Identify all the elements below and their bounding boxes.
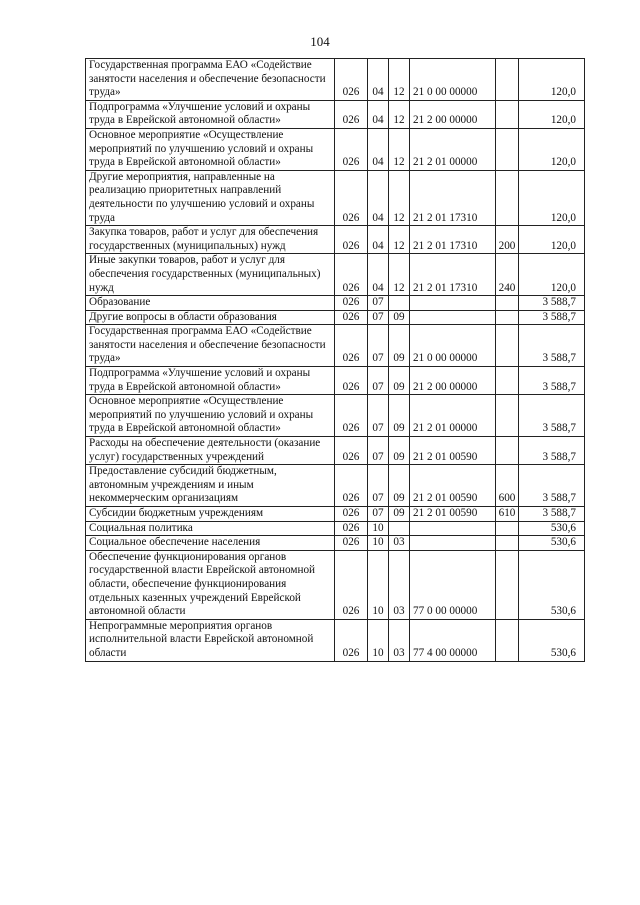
admin-code-cell: 026 (335, 521, 368, 536)
admin-code-cell: 026 (335, 100, 368, 128)
admin-code-cell: 026 (335, 59, 368, 101)
expense-type-cell (496, 310, 519, 325)
target-article-cell: 21 2 01 00000 (410, 395, 496, 437)
table-row (86, 310, 585, 325)
subsection-code-cell: 09 (389, 507, 410, 522)
row-name-cell: Обеспечение функционирования органов государственной власти Еврейской автономной области, обеспечение функционирования отдельных казенных учреждений Еврейской автономной области (86, 550, 335, 619)
subsection-code-cell: 12 (389, 254, 410, 296)
admin-code-cell: 026 (335, 465, 368, 507)
subsection-code-cell: 12 (389, 170, 410, 225)
admin-code-cell: 026 (335, 325, 368, 367)
amount-cell: 3 588,7 (519, 507, 585, 522)
section-code-cell: 04 (368, 226, 389, 254)
target-article-cell: 77 4 00 00000 (410, 619, 496, 661)
expense-type-cell: 240 (496, 254, 519, 296)
subsection-code-cell: 03 (389, 550, 410, 619)
budget-table (85, 58, 585, 662)
amount-cell: 3 588,7 (519, 310, 585, 325)
target-article-cell: 21 2 01 00590 (410, 465, 496, 507)
section-code-cell: 10 (368, 536, 389, 551)
amount-cell: 120,0 (519, 128, 585, 170)
amount-cell: 3 588,7 (519, 325, 585, 367)
subsection-code-cell: 09 (389, 367, 410, 395)
target-article-cell: 21 2 01 17310 (410, 226, 496, 254)
row-name-cell: Подпрограмма «Улучшение условий и охраны труда в Еврейской автономной области» (86, 367, 335, 395)
table-row (86, 170, 585, 225)
admin-code-cell: 026 (335, 395, 368, 437)
row-name-cell: Другие мероприятия, направленные на реализацию приоритетных направлений деятельности по улучшению условий и охраны труда (86, 170, 335, 225)
table-row (86, 100, 585, 128)
expense-type-cell: 600 (496, 465, 519, 507)
table-row (86, 296, 585, 311)
expense-type-cell (496, 437, 519, 465)
row-name-cell: Социальная политика (86, 521, 335, 536)
expense-type-cell (496, 296, 519, 311)
target-article-cell: 21 0 00 00000 (410, 59, 496, 101)
admin-code-cell: 026 (335, 128, 368, 170)
row-name-cell: Субсидии бюджетным учреждениям (86, 507, 335, 522)
expense-type-cell (496, 59, 519, 101)
section-code-cell: 04 (368, 128, 389, 170)
amount-cell: 530,6 (519, 619, 585, 661)
admin-code-cell: 026 (335, 550, 368, 619)
amount-cell: 530,6 (519, 521, 585, 536)
subsection-code-cell: 09 (389, 437, 410, 465)
table-row (86, 507, 585, 522)
target-article-cell: 21 2 00 00000 (410, 367, 496, 395)
amount-cell: 3 588,7 (519, 437, 585, 465)
expense-type-cell: 610 (496, 507, 519, 522)
row-name-cell: Государственная программа ЕАО «Содействие занятости населения и обеспечение безопасности труда» (86, 325, 335, 367)
target-article-cell: 21 2 01 00590 (410, 507, 496, 522)
target-article-cell: 21 2 01 00000 (410, 128, 496, 170)
target-article-cell: 21 0 00 00000 (410, 325, 496, 367)
section-code-cell: 10 (368, 550, 389, 619)
admin-code-cell: 026 (335, 437, 368, 465)
table-row (86, 254, 585, 296)
subsection-code-cell: 09 (389, 325, 410, 367)
target-article-cell: 77 0 00 00000 (410, 550, 496, 619)
table-row (86, 550, 585, 619)
amount-cell: 3 588,7 (519, 367, 585, 395)
subsection-code-cell: 12 (389, 226, 410, 254)
expense-type-cell (496, 325, 519, 367)
admin-code-cell: 026 (335, 170, 368, 225)
amount-cell: 120,0 (519, 59, 585, 101)
expense-type-cell (496, 536, 519, 551)
amount-cell: 120,0 (519, 254, 585, 296)
target-article-cell (410, 310, 496, 325)
amount-cell: 3 588,7 (519, 465, 585, 507)
table-row (86, 59, 585, 101)
subsection-code-cell: 12 (389, 59, 410, 101)
subsection-code-cell: 09 (389, 310, 410, 325)
amount-cell: 120,0 (519, 100, 585, 128)
amount-cell: 3 588,7 (519, 296, 585, 311)
subsection-code-cell: 09 (389, 465, 410, 507)
target-article-cell (410, 521, 496, 536)
target-article-cell: 21 2 01 17310 (410, 254, 496, 296)
target-article-cell (410, 296, 496, 311)
table-row (86, 437, 585, 465)
row-name-cell: Другие вопросы в области образования (86, 310, 335, 325)
table-row (86, 619, 585, 661)
table-row (86, 521, 585, 536)
target-article-cell: 21 2 01 00590 (410, 437, 496, 465)
subsection-code-cell: 12 (389, 128, 410, 170)
table-row (86, 395, 585, 437)
table-row (86, 536, 585, 551)
expense-type-cell (496, 550, 519, 619)
target-article-cell (410, 536, 496, 551)
table-row (86, 367, 585, 395)
table-row (86, 226, 585, 254)
row-name-cell: Образование (86, 296, 335, 311)
subsection-code-cell: 12 (389, 100, 410, 128)
row-name-cell: Закупка товаров, работ и услуг для обеспечения государственных (муниципальных) нужд (86, 226, 335, 254)
target-article-cell: 21 2 01 17310 (410, 170, 496, 225)
section-code-cell: 10 (368, 521, 389, 536)
admin-code-cell: 026 (335, 619, 368, 661)
admin-code-cell: 026 (335, 254, 368, 296)
row-name-cell: Государственная программа ЕАО «Содействие занятости населения и обеспечение безопасности труда» (86, 59, 335, 101)
section-code-cell: 04 (368, 170, 389, 225)
section-code-cell: 04 (368, 59, 389, 101)
row-name-cell: Иные закупки товаров, работ и услуг для обеспечения государственных (муниципальных) нужд (86, 254, 335, 296)
row-name-cell: Основное мероприятие «Осуществление мероприятий по улучшению условий и охраны труда в Еврейской автономной области» (86, 128, 335, 170)
expense-type-cell (496, 100, 519, 128)
row-name-cell: Подпрограмма «Улучшение условий и охраны труда в Еврейской автономной области» (86, 100, 335, 128)
expense-type-cell (496, 170, 519, 225)
row-name-cell: Основное мероприятие «Осуществление мероприятий по улучшению условий и охраны труда в Еврейской автономной области» (86, 395, 335, 437)
subsection-code-cell: 03 (389, 619, 410, 661)
table-row (86, 465, 585, 507)
section-code-cell: 07 (368, 507, 389, 522)
subsection-code-cell: 09 (389, 395, 410, 437)
row-name-cell: Социальное обеспечение населения (86, 536, 335, 551)
section-code-cell: 04 (368, 254, 389, 296)
section-code-cell: 10 (368, 619, 389, 661)
section-code-cell: 07 (368, 325, 389, 367)
section-code-cell: 07 (368, 395, 389, 437)
subsection-code-cell (389, 521, 410, 536)
section-code-cell: 07 (368, 296, 389, 311)
table-row (86, 325, 585, 367)
section-code-cell: 07 (368, 310, 389, 325)
row-name-cell: Предоставление субсидий бюджетным, автономным учреждениям и иным некоммерческим организациям (86, 465, 335, 507)
amount-cell: 120,0 (519, 226, 585, 254)
row-name-cell: Непрограммные мероприятия органов исполнительной власти Еврейской автономной области (86, 619, 335, 661)
row-name-cell: Расходы на обеспечение деятельности (оказание услуг) государственных учреждений (86, 437, 335, 465)
expense-type-cell (496, 521, 519, 536)
expense-type-cell (496, 619, 519, 661)
section-code-cell: 07 (368, 367, 389, 395)
expense-type-cell: 200 (496, 226, 519, 254)
admin-code-cell: 026 (335, 296, 368, 311)
admin-code-cell: 026 (335, 367, 368, 395)
admin-code-cell: 026 (335, 507, 368, 522)
amount-cell: 3 588,7 (519, 395, 585, 437)
section-code-cell: 07 (368, 437, 389, 465)
section-code-cell: 04 (368, 100, 389, 128)
amount-cell: 530,6 (519, 550, 585, 619)
admin-code-cell: 026 (335, 536, 368, 551)
page-number: 104 (310, 34, 330, 49)
admin-code-cell: 026 (335, 226, 368, 254)
admin-code-cell: 026 (335, 310, 368, 325)
budget-table-body (86, 59, 585, 662)
amount-cell: 530,6 (519, 536, 585, 551)
table-row (86, 128, 585, 170)
target-article-cell: 21 2 00 00000 (410, 100, 496, 128)
section-code-cell: 07 (368, 465, 389, 507)
subsection-code-cell (389, 296, 410, 311)
amount-cell: 120,0 (519, 170, 585, 225)
expense-type-cell (496, 367, 519, 395)
subsection-code-cell: 03 (389, 536, 410, 551)
expense-type-cell (496, 128, 519, 170)
expense-type-cell (496, 395, 519, 437)
